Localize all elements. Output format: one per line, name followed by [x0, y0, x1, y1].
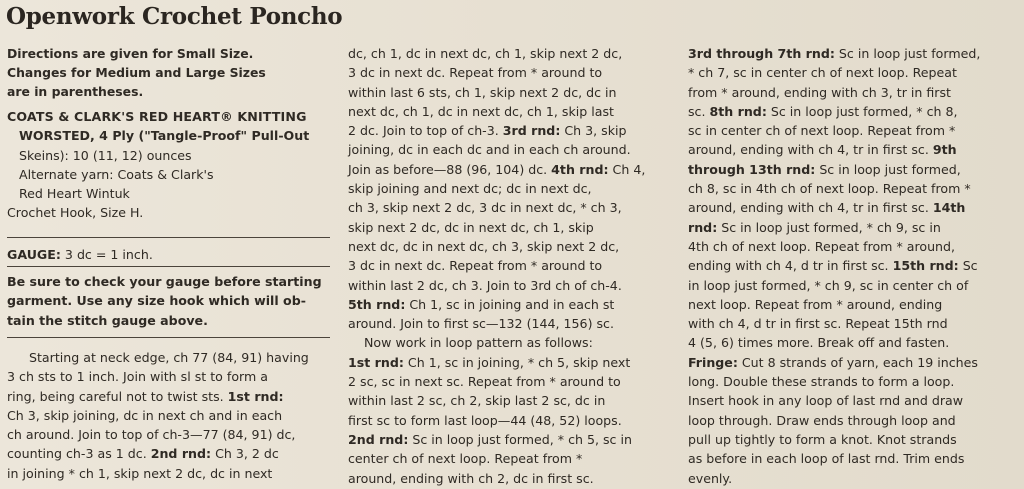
yarn-line: Skeins): 10 (11, 12) ounces: [19, 147, 192, 163]
round-label: 1st rnd:: [227, 388, 284, 404]
gauge-note: [7, 272, 330, 330]
gauge-value: 3 dc = 1 inch.: [64, 247, 153, 262]
round-label: 2nd rnd:: [348, 431, 409, 447]
gauge-note-line: garment. Use any size hook which will ob-: [7, 293, 306, 309]
line-text: long. Double these strands to form a loop.: [688, 374, 955, 390]
line-text: Sc in loop just formed, * ch 5, sc in: [408, 431, 632, 447]
body-line: [688, 333, 1016, 352]
body-line: [348, 121, 673, 140]
round-label: Fringe:: [688, 354, 738, 370]
line-text: 4 (5, 6) times more. Break off and fasten.: [688, 335, 950, 351]
line-text: within last 6 sts, ch 1, skip next 2 dc, dc in: [348, 84, 617, 100]
line-text: around, ending with ch 2, dc in first sc.: [348, 470, 594, 486]
line-text: around. Join to first sc—132 (144, 156) sc.: [348, 316, 614, 332]
body-line: [348, 391, 673, 410]
body-line: [688, 430, 1016, 449]
body-line: [348, 449, 673, 468]
body-line: [688, 160, 1016, 179]
gauge-note-line: Be sure to check your gauge before starting: [7, 274, 322, 289]
body-line: [688, 63, 1016, 82]
body-line: [688, 295, 1016, 314]
line-text: with ch 4, d tr in first sc. Repeat 15th rnd: [688, 316, 948, 332]
body-line: [688, 391, 1016, 410]
line-text: ch 3, skip next 2 dc, 3 dc in next dc, * ch 3,: [348, 200, 622, 216]
line-text: ending with ch 4, d tr in first sc.: [688, 258, 893, 274]
body-line: [688, 314, 1016, 333]
yarn-line: COATS & CLARK'S RED HEART® KNITTING: [7, 109, 307, 124]
body-line: Starting at neck edge, ch 77 (84, 91) having: [29, 350, 309, 365]
column-3: [688, 44, 1016, 488]
line-text: from * around, ending with ch 3, tr in first: [688, 84, 951, 100]
line-text: loop through. Draw ends through loop and: [688, 412, 956, 428]
alternate-yarn-line: Red Heart Wintuk: [19, 186, 130, 202]
line-text: 3 dc in next dc. Repeat from * around to: [348, 65, 603, 81]
body-line: [348, 314, 673, 333]
line-text: 4th ch of next loop. Repeat from * around,: [688, 238, 956, 254]
alternate-yarn-line: Alternate yarn: Coats & Clark's: [19, 166, 214, 182]
body-line: ch around. Join to top of ch-3—77 (84, 91) dc,: [7, 427, 296, 443]
line-text: * ch 7, sc in center ch of next loop. Repeat: [688, 65, 957, 81]
line-text: Ch 1, sc in joining and in each st: [405, 296, 615, 312]
round-label: rnd:: [688, 219, 718, 235]
gauge-block: [7, 245, 330, 264]
line-text: Sc in loop just formed, * ch 8,: [766, 103, 958, 119]
intro-line: Changes for Medium and Large Sizes: [7, 65, 266, 80]
round-label: 9th: [932, 142, 957, 158]
body-line: [348, 333, 673, 352]
yarn-line: WORSTED, 4 Ply ("Tangle-Proof" Pull-Out: [19, 128, 310, 144]
line-text: 2 dc. Join to top of ch-3.: [348, 123, 503, 139]
body-line: 3 ch sts to 1 inch. Join with sl st to form a: [7, 369, 268, 385]
body-line: [348, 44, 673, 63]
line-text: sc in center ch of next loop. Repeat from *: [688, 123, 956, 139]
body-line: [688, 121, 1016, 140]
body-line: Ch 3, 2 dc: [211, 446, 279, 462]
body-line: [348, 198, 673, 217]
divider: [7, 237, 330, 238]
line-text: Insert hook in any loop of last rnd and draw: [688, 393, 964, 409]
body-line: [688, 218, 1016, 237]
line-text: Sc in loop just formed,: [815, 161, 961, 177]
line-text: evenly.: [688, 470, 733, 486]
body-line: [688, 449, 1016, 468]
body-line: [348, 160, 673, 179]
round-label: 8th rnd:: [709, 103, 767, 119]
line-text: ch 8, sc in 4th ch of next loop. Repeat from *: [688, 181, 971, 197]
body-line: [348, 102, 673, 121]
line-text: skip next 2 dc, dc in next dc, ch 1, skip: [348, 219, 594, 235]
column-1: [7, 44, 330, 223]
body-line: [688, 102, 1016, 121]
line-text: Sc: [958, 258, 978, 274]
line-text: next loop. Repeat from * around, ending: [688, 296, 943, 312]
body-line: [688, 256, 1016, 275]
round-label: 5th rnd:: [348, 296, 406, 312]
round-label: 3rd rnd:: [502, 123, 561, 139]
round-label: 3rd through 7th rnd:: [688, 46, 835, 61]
divider: [7, 266, 330, 267]
body-line: Ch 3, skip joining, dc in next ch and in each: [7, 407, 283, 423]
gauge-label: GAUGE:: [7, 247, 61, 262]
line-text: next dc, ch 1, dc in next dc, ch 1, skip last: [348, 103, 614, 119]
page-title: Openwork Crochet Poncho: [6, 3, 343, 30]
gauge-note-line: tain the stitch gauge above.: [7, 312, 208, 328]
round-label: 2nd rnd:: [150, 446, 212, 462]
body-line: [688, 372, 1016, 391]
line-text: first sc to form last loop—44 (48, 52) loops.: [348, 412, 622, 428]
body-line: [348, 63, 673, 82]
body-line: [688, 44, 1016, 63]
body-line: [348, 83, 673, 102]
body-line: [348, 353, 673, 372]
body-line: [348, 256, 673, 275]
body-line: [348, 237, 673, 256]
body-line: counting ch-3 as 1 dc.: [7, 446, 151, 462]
body-line: [348, 430, 673, 449]
column-2: [348, 44, 673, 488]
line-text: in loop just formed, * ch 9, sc in center ch of: [688, 277, 969, 293]
line-text: Cut 8 strands of yarn, each 19 inches: [737, 354, 978, 370]
round-label: through 13th rnd:: [688, 161, 816, 177]
divider: [7, 337, 330, 338]
line-text: around, ending with ch 4, tr in first sc.: [688, 200, 933, 216]
line-text: Ch 4,: [608, 161, 646, 177]
body-line: [688, 469, 1016, 488]
line-text: around, ending with ch 4, tr in first sc.: [688, 142, 933, 158]
body-line: [348, 218, 673, 237]
line-text: within last 2 sc, ch 2, skip last 2 sc, dc in: [348, 393, 606, 409]
body-line: [688, 276, 1016, 295]
line-text: dc, ch 1, dc in next dc, ch 1, skip next 2 dc,: [348, 46, 623, 61]
instructions-start: [7, 348, 330, 483]
round-label: 15th rnd:: [892, 258, 959, 274]
body-line: [688, 140, 1016, 159]
body-line: [348, 295, 673, 314]
line-text: Ch 3, skip: [560, 123, 627, 139]
hook-line: Crochet Hook, Size H.: [7, 205, 144, 221]
line-text: 3 dc in next dc. Repeat from * around to: [348, 258, 603, 274]
line-text: Join as before—88 (96, 104) dc.: [348, 161, 552, 177]
body-line: [688, 198, 1016, 217]
body-line: [688, 179, 1016, 198]
body-line: [348, 179, 673, 198]
line-text: 2 sc, sc in next sc. Repeat from * around to: [348, 374, 621, 390]
line-text: center ch of next loop. Repeat from *: [348, 451, 583, 467]
body-line: ring, being careful not to twist sts.: [7, 388, 228, 404]
body-line: [688, 411, 1016, 430]
line-text: as before in each loop of last rnd. Trim ends: [688, 451, 965, 467]
body-line: [348, 140, 673, 159]
line-text: Now work in loop pattern as follows:: [348, 335, 593, 351]
line-text: Sc in loop just formed,: [834, 46, 981, 61]
round-label: 14th: [932, 200, 966, 216]
line-text: pull up tightly to form a knot. Knot strands: [688, 431, 957, 447]
intro-line: Directions are given for Small Size.: [7, 46, 254, 61]
body-line: [688, 353, 1016, 372]
body-line: [688, 83, 1016, 102]
line-text: next dc, dc in next dc, ch 3, skip next 2 dc,: [348, 238, 620, 254]
body-line: [348, 372, 673, 391]
line-text: within last 2 dc, ch 3. Join to 3rd ch of ch-4.: [348, 277, 622, 293]
line-text: joining, dc in each dc and in each ch around.: [348, 142, 631, 158]
body-line: [348, 276, 673, 295]
line-text: skip joining and next dc; dc in next dc,: [348, 181, 592, 197]
round-label: 1st rnd:: [348, 354, 404, 370]
body-line: [688, 237, 1016, 256]
line-text: sc.: [688, 103, 710, 119]
body-line: [348, 469, 673, 488]
body-line: [348, 411, 673, 430]
round-label: 4th rnd:: [551, 161, 609, 177]
body-line: in joining * ch 1, skip next 2 dc, dc in next: [7, 465, 273, 481]
line-text: Ch 1, sc in joining, * ch 5, skip next: [403, 354, 631, 370]
line-text: Sc in loop just formed, * ch 9, sc in: [717, 219, 941, 235]
intro-line: are in parentheses.: [7, 84, 144, 99]
